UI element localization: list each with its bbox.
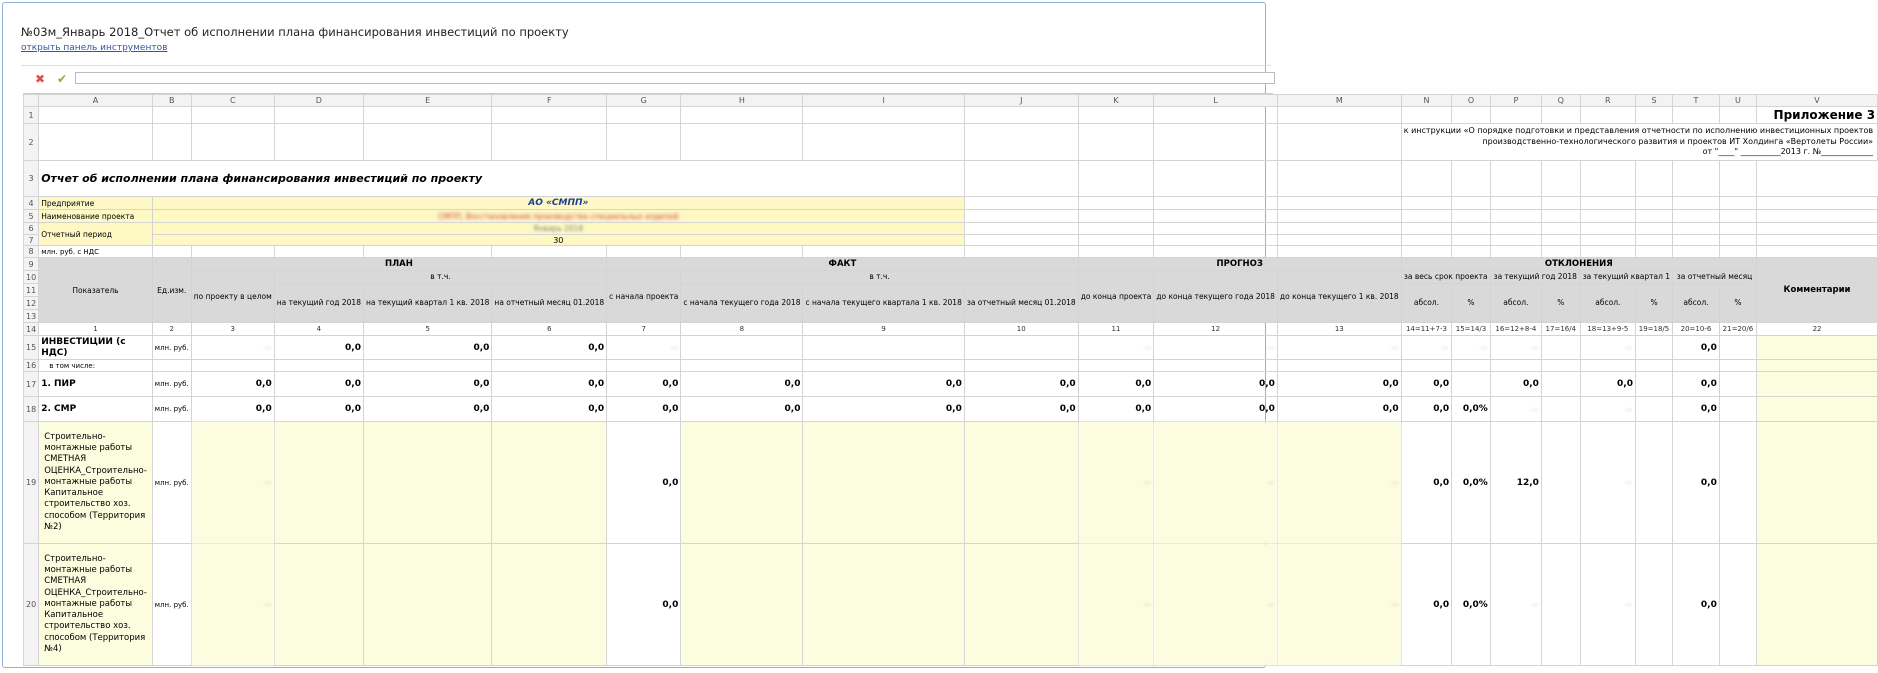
cell-value[interactable]: 0,0 (274, 372, 363, 397)
col-header[interactable]: G (607, 95, 681, 107)
cell-value[interactable]: 0,0 (1580, 372, 1635, 397)
cell-value[interactable] (1719, 372, 1756, 397)
cell-value[interactable]: 0,0 (1277, 372, 1401, 397)
cell-value[interactable]: — (1490, 544, 1541, 666)
col-number: 15=14/3 (1452, 323, 1491, 336)
header-forecast: ПРОГНОЗ (1078, 258, 1401, 271)
cell-value[interactable] (681, 422, 803, 544)
cell-value[interactable]: — (1277, 544, 1401, 666)
header-pct: % (1541, 284, 1580, 323)
report-window (2, 2, 1876, 668)
cell-value[interactable]: 0,0 (191, 372, 274, 397)
cell-value[interactable]: 0,0 (964, 397, 1078, 422)
header-abs: абсол. (1490, 284, 1541, 323)
row-header[interactable]: 13 (24, 310, 39, 323)
col-header[interactable]: U (1719, 95, 1756, 107)
col-number: 14=11+7-3 (1401, 323, 1451, 336)
row-label: Строительно-монтажные работы СМЕТНАЯ ОЦЕНКА_Строительно-монтажные работы Капитальное строительство хоз. способом (Территория №2) (39, 422, 153, 544)
enterprise-value[interactable]: АО «СМПП» (152, 197, 964, 210)
instruction-line: к инструкции «О порядке подготовки и представления отчетности по исполнению инвестиционных проектов (1403, 125, 1874, 135)
header-pct: % (1452, 284, 1491, 323)
report-title: Отчет об исполнении плана финансирования инвестиций по проекту (39, 161, 965, 197)
header-fact-quarter: с начала текущего квартала 1 кв. 2018 (803, 284, 964, 323)
cell-value[interactable]: 0,0 (492, 336, 607, 360)
col-number: 20=10-6 (1673, 323, 1720, 336)
row-unit: млн. руб. (152, 544, 191, 666)
row-label: ИНВЕСТИЦИИ (с НДС) (39, 336, 153, 360)
cell-value[interactable]: — (1154, 422, 1278, 544)
cell-value[interactable]: — (191, 336, 274, 360)
cell-value[interactable] (1719, 544, 1756, 666)
cell-value[interactable] (1541, 397, 1580, 422)
cell-value[interactable]: 0,0 (1078, 397, 1154, 422)
row-label: 1. ПИР (39, 372, 153, 397)
row-unit: млн. руб. (152, 336, 191, 360)
comment-cell[interactable] (1756, 336, 1877, 360)
cell-value[interactable] (1719, 397, 1756, 422)
cell-value[interactable]: — (1401, 336, 1451, 360)
cell-value[interactable]: — (1078, 336, 1154, 360)
cell-value[interactable]: 0,0 (1154, 372, 1278, 397)
col-header[interactable]: C (191, 95, 274, 107)
cell-value[interactable]: 0,0 (1277, 397, 1401, 422)
cancel-icon[interactable]: ✖ (34, 72, 46, 86)
row-header[interactable]: 2 (24, 124, 39, 161)
row-header[interactable]: 19 (24, 422, 39, 544)
cell-value[interactable] (1541, 544, 1580, 666)
instruction-line: от "____" __________2013 г. №_____________ (1702, 147, 1874, 157)
row-header[interactable]: 14 (24, 323, 39, 336)
header-fc-quarter: до конца текущего 1 кв. 2018 (1277, 271, 1401, 323)
cell-value[interactable]: — (1078, 544, 1154, 666)
period-label: Отчетный период (39, 223, 153, 246)
cell-value[interactable]: — (1580, 336, 1635, 360)
cell-value[interactable]: 0,0 (492, 372, 607, 397)
project-label: Наименование проекта (39, 210, 153, 223)
cell-value[interactable]: — (1277, 422, 1401, 544)
page-title: №03м_Январь 2018_Отчет об исполнении плана финансирования инвестиций по проекту (21, 25, 569, 39)
cell-value[interactable] (681, 544, 803, 666)
cell-value[interactable]: 0,0 (681, 397, 803, 422)
row-label: 2. СМР (39, 397, 153, 422)
cell-value[interactable] (1635, 372, 1672, 397)
cell-value[interactable]: — (1154, 336, 1278, 360)
cell-value[interactable]: 0,0 (363, 397, 491, 422)
header-fact-year: с начала текущего года 2018 (681, 284, 803, 323)
cell-value[interactable] (492, 544, 607, 666)
cell-value[interactable]: 0,0 (681, 372, 803, 397)
header-abs: абсол. (1401, 284, 1451, 323)
comment-cell[interactable] (1756, 372, 1877, 397)
cell-value[interactable] (274, 544, 363, 666)
header-abs: абсол. (1673, 284, 1720, 323)
header-dev-year: за текущий год 2018 (1490, 271, 1580, 284)
comment-cell[interactable] (1756, 360, 1877, 372)
instruction-text (1401, 124, 1877, 161)
row-header[interactable]: 15 (24, 336, 39, 360)
col-number: 2 (152, 323, 191, 336)
header-abs: абсол. (1580, 284, 1635, 323)
cell-value[interactable] (964, 336, 1078, 360)
cell-value[interactable]: 0,0 (274, 336, 363, 360)
col-number: 12 (1154, 323, 1278, 336)
spreadsheet[interactable] (23, 93, 1876, 673)
col-header[interactable]: P (1490, 95, 1541, 107)
header-fact-incl: в т.ч. (681, 271, 1078, 284)
cell-value[interactable]: 0,0 (1673, 336, 1720, 360)
col-header[interactable]: E (363, 95, 491, 107)
col-number: 13 (1277, 323, 1401, 336)
header-fact-month: за отчетный месяц 01.2018 (964, 284, 1078, 323)
open-toolbar-link[interactable]: открыть панель инструментов (21, 43, 168, 53)
cell-value[interactable]: — (1452, 336, 1491, 360)
header-dev-quarter: за текущий квартал 1 (1580, 271, 1672, 284)
cell-value[interactable] (363, 422, 491, 544)
cell-value[interactable]: 0,0% (1452, 544, 1491, 666)
col-header[interactable]: I (803, 95, 964, 107)
col-header[interactable]: R (1580, 95, 1635, 107)
col-header[interactable]: O (1452, 95, 1491, 107)
row-unit: млн. руб. (152, 397, 191, 422)
col-number: 6 (492, 323, 607, 336)
formula-input[interactable] (75, 72, 1275, 84)
col-header[interactable]: A (39, 95, 153, 107)
header-plan: ПЛАН (191, 258, 606, 271)
col-number: 16=12+8-4 (1490, 323, 1541, 336)
cell-value[interactable]: 0,0 (1673, 422, 1720, 544)
header-plan-month: на отчетный месяц 01.2018 (492, 284, 607, 323)
col-number: 9 (803, 323, 964, 336)
row-header[interactable]: 20 (24, 544, 39, 666)
col-number: 11 (1078, 323, 1154, 336)
row-unit: млн. руб. (152, 422, 191, 544)
col-number: 7 (607, 323, 681, 336)
cell-value[interactable]: — (1490, 397, 1541, 422)
row-header[interactable]: 17 (24, 372, 39, 397)
cell-value[interactable]: 0,0 (274, 397, 363, 422)
header-fact: ФАКТ (607, 258, 1079, 271)
col-header[interactable]: T (1673, 95, 1720, 107)
comment-cell[interactable] (1756, 544, 1877, 666)
col-header[interactable]: N (1401, 95, 1451, 107)
units-note: млн. руб. с НДС (39, 246, 153, 258)
cell-value[interactable]: 0,0 (607, 372, 681, 397)
row-header[interactable]: 6 (24, 223, 39, 235)
cell-value[interactable] (1635, 336, 1672, 360)
cell-value[interactable] (1541, 422, 1580, 544)
col-header[interactable]: K (1078, 95, 1154, 107)
cell-value[interactable]: 0,0% (1452, 422, 1491, 544)
cell-value[interactable] (1635, 397, 1672, 422)
col-header[interactable]: S (1635, 95, 1672, 107)
cell-value[interactable]: — (1490, 336, 1541, 360)
cell-value[interactable] (1541, 336, 1580, 360)
cell-value[interactable]: 0,0 (1673, 397, 1720, 422)
cell-value[interactable] (681, 336, 803, 360)
cell-value[interactable]: 0,0 (492, 397, 607, 422)
cell-value[interactable] (492, 422, 607, 544)
cell-value[interactable] (1452, 372, 1491, 397)
row-header[interactable]: 16 (24, 360, 39, 372)
cell-value[interactable]: — (191, 544, 274, 666)
cell-value[interactable] (1541, 372, 1580, 397)
cell-value[interactable] (803, 422, 964, 544)
cell-value[interactable]: — (1580, 422, 1635, 544)
row-header[interactable]: 8 (24, 246, 39, 258)
header-fc-year: до конца текущего года 2018 (1154, 271, 1278, 323)
col-header[interactable]: L (1154, 95, 1278, 107)
cell-value[interactable] (1719, 336, 1756, 360)
col-header[interactable]: V (1756, 95, 1877, 107)
col-number: 1 (39, 323, 153, 336)
cell-value[interactable]: — (191, 422, 274, 544)
row-label: Строительно-монтажные работы СМЕТНАЯ ОЦЕНКА_Строительно-монтажные работы Капитальное строительство хоз. способом (Территория №4) (39, 544, 153, 666)
cell-value[interactable] (1719, 422, 1756, 544)
col-number: 21=20/6 (1719, 323, 1756, 336)
cell-value[interactable]: 0,0 (607, 397, 681, 422)
cell-value[interactable]: 0,0 (607, 544, 681, 666)
enterprise-label: Предприятие (39, 197, 153, 210)
header-indicator: Показатель (39, 258, 153, 323)
cell-value[interactable]: 0,0% (1452, 397, 1491, 422)
cell-value[interactable]: — (1277, 336, 1401, 360)
row-header[interactable]: 11 (24, 284, 39, 297)
col-header[interactable]: Q (1541, 95, 1580, 107)
cell-value[interactable]: — (1154, 544, 1278, 666)
cell-value[interactable] (363, 544, 491, 666)
cell-value[interactable]: 0,0 (1401, 544, 1451, 666)
col-number: 22 (1756, 323, 1877, 336)
cell-value[interactable]: — (1580, 544, 1635, 666)
row-header[interactable]: 9 (24, 258, 39, 271)
check-icon[interactable]: ✔ (56, 72, 68, 86)
header-deviation: ОТКЛОНЕНИЯ (1401, 258, 1756, 271)
col-header[interactable]: M (1277, 95, 1401, 107)
appendix-label: Приложение 3 (1756, 107, 1877, 124)
row-header[interactable]: 1 (24, 107, 39, 124)
header-dev-total: за весь срок проекта (1401, 271, 1490, 284)
row-header[interactable]: 12 (24, 297, 39, 310)
cell-value[interactable] (1635, 422, 1672, 544)
col-number: 4 (274, 323, 363, 336)
instruction-line: производственно-технологического развития и проектов ИТ Холдинга «Вертолеты России» (1482, 136, 1874, 146)
header-fact-start: с начала проекта (607, 271, 681, 323)
corner-cell (24, 95, 39, 107)
formula-bar (25, 69, 1271, 91)
cell-value[interactable]: 0,0 (803, 397, 964, 422)
header-pct: % (1635, 284, 1672, 323)
header-comments: Комментарии (1756, 258, 1877, 323)
cell-value[interactable] (803, 544, 964, 666)
cell-value[interactable] (274, 422, 363, 544)
cell-value[interactable] (1635, 544, 1672, 666)
col-number: 19=18/5 (1635, 323, 1672, 336)
cell-value[interactable] (964, 422, 1078, 544)
row-header[interactable]: 10 (24, 271, 39, 284)
col-header[interactable]: B (152, 95, 191, 107)
cell-value[interactable]: 0,0 (363, 336, 491, 360)
row-unit: млн. руб. (152, 372, 191, 397)
period-value[interactable] (152, 223, 964, 235)
cell-value[interactable]: 0,0 (363, 372, 491, 397)
divider (21, 65, 1271, 66)
project-value-text: СМПП, Восстановление производства специальных изделий (438, 211, 679, 221)
header-plan-quarter: на текущий квартал 1 кв. 2018 (363, 284, 491, 323)
cell-value[interactable]: 0,0 (1401, 372, 1451, 397)
cell-value[interactable]: 0,0 (191, 397, 274, 422)
cell-value[interactable]: 0,0 (964, 372, 1078, 397)
report-grid (23, 94, 1878, 666)
col-number: 3 (191, 323, 274, 336)
cell-value[interactable]: 0,0 (1078, 372, 1154, 397)
day-value[interactable]: 30 (152, 235, 964, 246)
row-header[interactable]: 5 (24, 210, 39, 223)
col-number: 18=13+9-5 (1580, 323, 1635, 336)
comment-cell[interactable] (1756, 397, 1877, 422)
row-header[interactable]: 18 (24, 397, 39, 422)
col-number: 5 (363, 323, 491, 336)
cell-value[interactable] (803, 336, 964, 360)
row-header[interactable]: 7 (24, 235, 39, 246)
col-header[interactable]: F (492, 95, 607, 107)
header-pct: % (1719, 284, 1756, 323)
period-value-text: Январь 2018 (533, 224, 584, 233)
cell-value[interactable]: 12,0 (1490, 422, 1541, 544)
cell-value[interactable]: 0,0 (1401, 397, 1451, 422)
header-plan-year: на текущий год 2018 (274, 284, 363, 323)
row-header[interactable]: 3 (24, 161, 39, 197)
cell-value[interactable]: 0,0 (1154, 397, 1278, 422)
cell-value[interactable]: — (1078, 422, 1154, 544)
cell-value[interactable]: 0,0 (803, 372, 964, 397)
cell-value[interactable]: 0,0 (607, 422, 681, 544)
cell-value[interactable]: 0,0 (1673, 372, 1720, 397)
col-number: 17=16/4 (1541, 323, 1580, 336)
cell-value[interactable]: — (1580, 397, 1635, 422)
col-header[interactable]: H (681, 95, 803, 107)
project-value[interactable] (152, 210, 964, 223)
col-header[interactable]: D (274, 95, 363, 107)
row-header[interactable]: 4 (24, 197, 39, 210)
header-unit: Ед.изм. (152, 258, 191, 323)
col-header[interactable]: J (964, 95, 1078, 107)
header-plan-incl: в т.ч. (274, 271, 606, 284)
header-fc-project: до конца проекта (1078, 271, 1154, 323)
cell-value[interactable] (964, 544, 1078, 666)
cell-value[interactable]: — (607, 336, 681, 360)
cell-value[interactable]: 0,0 (1401, 422, 1451, 544)
header-plan-total: по проекту в целом (191, 271, 274, 323)
header-dev-month: за отчетный месяц (1673, 271, 1757, 284)
cell-value[interactable]: 0,0 (1673, 544, 1720, 666)
row-label: в том числе: (39, 360, 153, 372)
cell-value[interactable]: 0,0 (1490, 372, 1541, 397)
comment-cell[interactable] (1756, 422, 1877, 544)
col-number: 8 (681, 323, 803, 336)
col-number: 10 (964, 323, 1078, 336)
